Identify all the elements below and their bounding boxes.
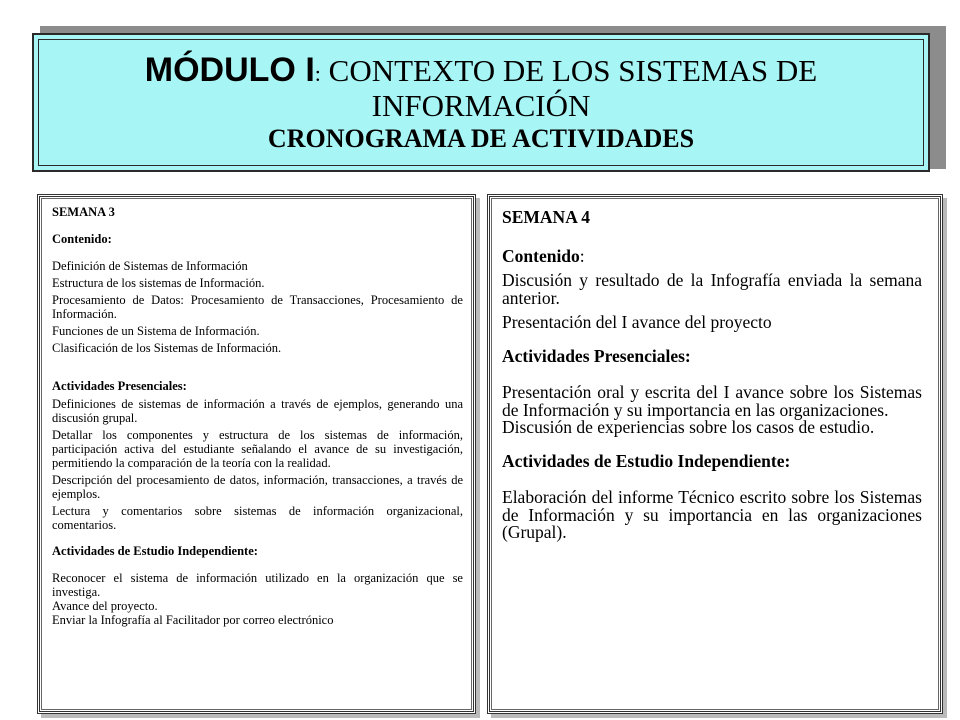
module-title [144,50,818,89]
week3-content-item: Funciones de un Sistema de Información. [52,324,260,338]
week3-panel [37,194,476,714]
week3-heading: SEMANA 3 [52,205,115,219]
week4-content-item: Presentación del I avance del proyecto [502,312,772,332]
week3-content-label: Contenido: [52,232,112,246]
week3-independent-label: Actividades de Estudio Independiente: [52,544,258,558]
module-colon: : [314,60,321,86]
week4-activity: Presentación oral y escrita del I avance sobre los Sistemas de Información y su importancia en las organizaciones. [502,382,922,420]
title-banner-inner [38,39,924,166]
week3-independent-item: Avance del proyecto. [52,599,158,613]
week3-activities-label: Actividades Presenciales: [52,379,187,393]
week3-content-item: Estructura de los sistemas de Información. [52,276,265,290]
week4-independent-item: Elaboración del informe Técnico escrito sobre los Sistemas de Información y su importancia en las organizaciones (Grupal). [502,487,922,542]
week4-content-colon: : [579,245,585,266]
week3-content-item: Definición de Sistemas de Información [52,259,248,273]
module-label: MÓDULO I [144,50,315,89]
week4-content-item: Discusión y resultado de la Infografía enviada la semana anterior. [502,270,922,308]
week3-activity: Descripción del procesamiento de datos, información, transacciones, a través de ejemplos. [52,473,463,501]
week4-panel [487,194,943,714]
module-title-b: INFORMACIÓN [371,88,591,124]
week3-independent-item: Reconocer el sistema de información utilizado en la organización que se investiga. [52,571,463,599]
module-title-a: CONTEXTO DE LOS SISTEMAS DE [328,52,818,88]
week3-activity: Lectura y comentarios sobre sistemas de información organizacional, comentarios. [52,504,463,532]
week3-independent-item: Enviar la Infografía al Facilitador por correo electrónico [52,613,334,627]
week4-content-label-row [502,245,922,266]
week3-activity: Definiciones de sistemas de información a través de ejemplos, generando una discusión grupal. [52,397,463,425]
week3-activity: Detallar los componentes y estructura de los sistemas de información, participación activa del estudiante señalando el avance de su investigación, permitiendo la comparación de la teoría con la realidad. [52,428,463,470]
week3-content-item: Clasificación de los Sistemas de Información. [52,341,282,355]
week4-heading: SEMANA 4 [502,207,590,227]
week4-activities-label: Actividades Presenciales: [502,345,691,366]
week4-independent-label: Actividades de Estudio Independiente: [502,450,791,471]
week4-content-label: Contenido [502,245,580,266]
week4-activity: Discusión de experiencias sobre los casos de estudio. [502,417,875,437]
week3-content-item: Procesamiento de Datos: Procesamiento de Transacciones, Procesamiento de Información. [52,293,463,321]
title-banner [32,33,930,172]
page-subtitle: CRONOGRAMA DE ACTIVIDADES [267,123,695,153]
